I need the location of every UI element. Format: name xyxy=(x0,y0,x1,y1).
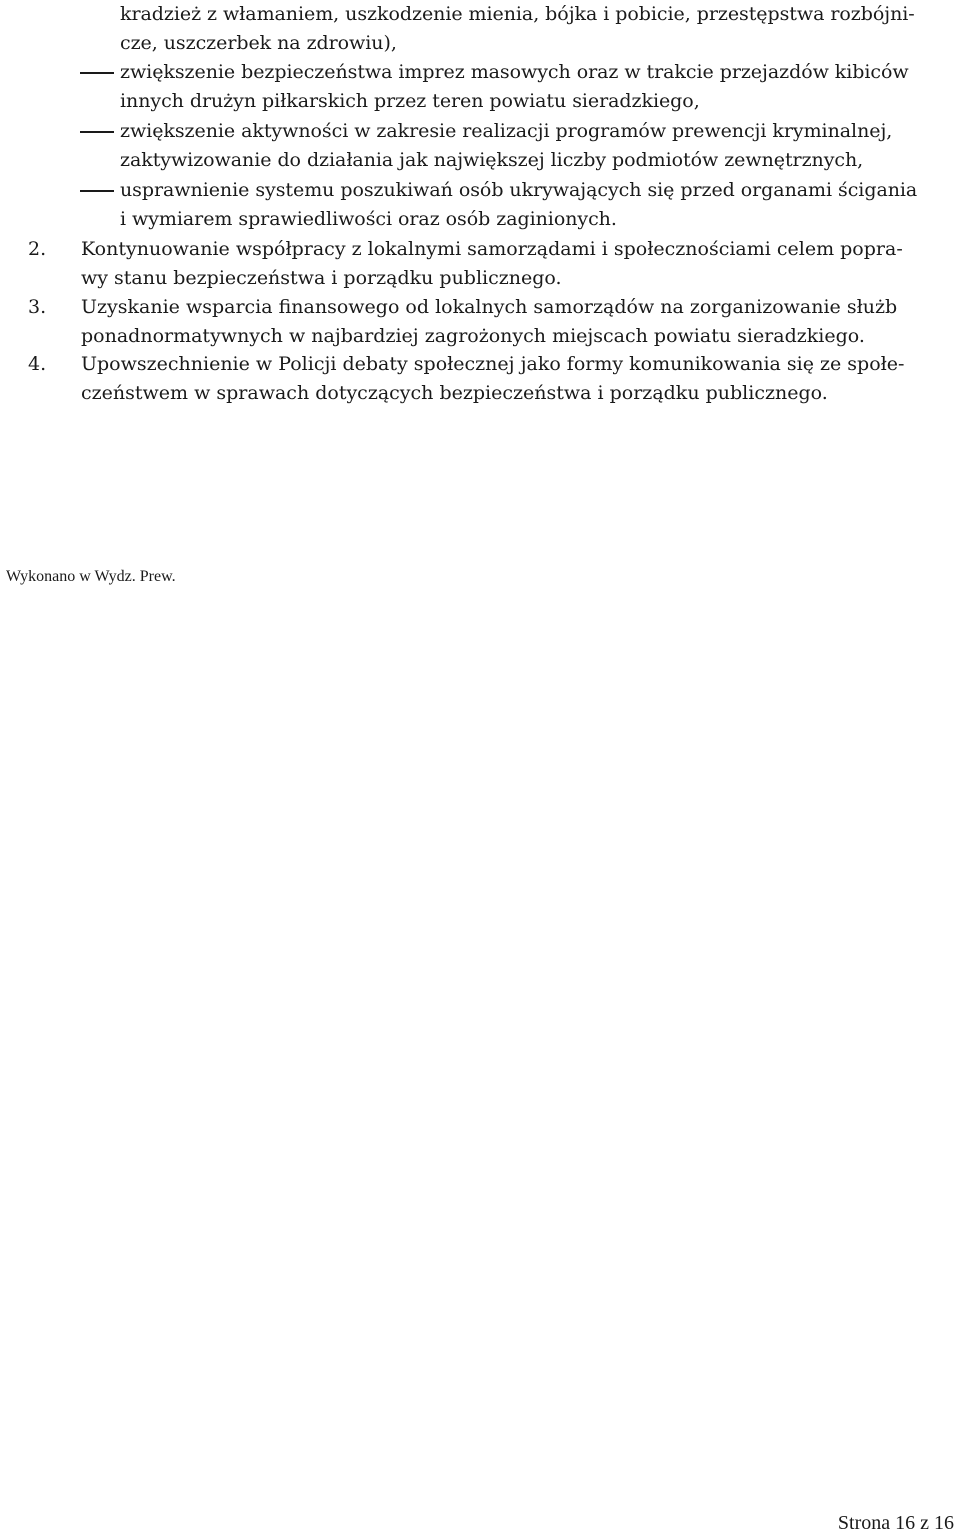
bullet-text-line: zwiększenie bezpieczeństwa imprez masowych oraz w trakcie przejazdów kibiców xyxy=(120,61,909,83)
page-number: Strona 16 z 16 xyxy=(837,1512,954,1534)
numbered-text-line: ponadnormatywnych w najbardziej zagrożonych miejscach powiatu sieradzkiego. xyxy=(81,325,865,347)
dash-bullet xyxy=(80,72,114,74)
prepared-by-note: Wykonano w Wydz. Prew. xyxy=(6,568,176,585)
bullet-text-line: innych drużyn piłkarskich przez teren powiatu sieradzkiego, xyxy=(120,90,700,112)
dash-bullet xyxy=(80,131,114,133)
bullet-text-line: zwiększenie aktywności w zakresie realizacji programów prewencji kryminalnej, xyxy=(120,120,893,142)
numbered-text-line: czeństwem w sprawach dotyczących bezpieczeństwa i porządku publicznego. xyxy=(81,382,828,404)
text-line: kradzież z włamaniem, uszkodzenie mienia, bójka i pobicie, przestępstwa rozbójni- xyxy=(120,3,915,25)
list-number: 2. xyxy=(28,238,47,260)
bullet-text-line: i wymiarem sprawiedliwości oraz osób zaginionych. xyxy=(120,208,617,230)
numbered-text-line: Upowszechnienie w Policji debaty społecznej jako formy komunikowania się ze społe- xyxy=(81,353,905,375)
dash-bullet xyxy=(80,190,114,192)
list-number: 4. xyxy=(28,353,47,375)
numbered-text-line: Uzyskanie wsparcia finansowego od lokalnych samorządów na zorganizowanie służb xyxy=(81,296,898,318)
list-number: 3. xyxy=(28,296,47,318)
numbered-text-line: Kontynuowanie współpracy z lokalnymi samorządami i społecznościami celem popra- xyxy=(81,238,903,260)
text-line: cze, uszczerbek na zdrowiu), xyxy=(120,32,397,54)
bullet-text-line: zaktywizowanie do działania jak największej liczby podmiotów zewnętrznych, xyxy=(120,149,864,171)
numbered-text-line: wy stanu bezpieczeństwa i porządku publicznego. xyxy=(81,267,562,289)
bullet-text-line: usprawnienie systemu poszukiwań osób ukrywających się przed organami ścigania xyxy=(120,179,918,201)
